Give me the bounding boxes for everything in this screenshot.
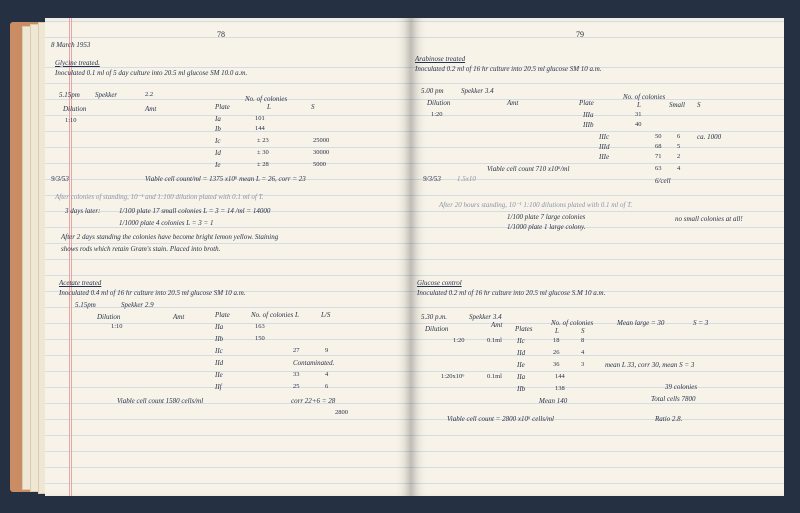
table-row-plate: Id xyxy=(215,149,221,157)
table-row-plate: IIIa xyxy=(583,111,594,119)
table-row-s: 8 xyxy=(581,337,585,344)
colonies-header: No. of colonies xyxy=(551,319,594,327)
table-row-s: 3 xyxy=(581,361,585,368)
s-header: S xyxy=(581,327,585,335)
spekker: Spekker 3.4 xyxy=(461,87,494,95)
faint-note: After colonies of standing, 10⁻¹ and 1:100 dilution plated with 0.1 ml of T. xyxy=(55,193,264,201)
observation: After 2 days standing the colonies have become bright lemon yellow. Staining xyxy=(61,233,279,241)
dilution-value: 1:10 xyxy=(65,117,77,124)
table-row-l: 25 xyxy=(293,383,300,390)
table-row-plate: IIe xyxy=(517,361,525,369)
mean-large: Mean large = 30 xyxy=(617,319,665,327)
table-row-plate: IIb xyxy=(215,335,224,343)
dilution-value: 1:20 xyxy=(431,111,443,118)
table-row-s: 2 xyxy=(677,153,681,160)
time: 5.00 pm xyxy=(421,87,444,95)
plate-result: 1/100 plate 7 large colonies xyxy=(507,213,586,221)
page-number: 79 xyxy=(576,30,584,39)
margin-line xyxy=(71,18,72,496)
section-heading: Acetate treated xyxy=(59,279,102,287)
table-row-l: 144 xyxy=(555,373,565,380)
table-row-l: 150 xyxy=(255,335,265,342)
amount-header: Amt xyxy=(173,313,185,321)
colonies-header: No. of colonies xyxy=(623,93,666,101)
plate-result: 1/100 plate 17 small colonies L = 3 = 14 /ml = 14000 xyxy=(119,207,271,215)
faint-note: After 20 hours standing, 10⁻¹ 1:100 dilutions plated with 0.1 ml of T. xyxy=(439,201,633,209)
table-row-dilution: 1:20 xyxy=(453,337,465,344)
page-number: 78 xyxy=(217,30,225,39)
colonies-header: No. of colonies xyxy=(245,95,288,103)
viable-extra: 1.5x10 xyxy=(457,175,476,183)
margin-line xyxy=(69,18,70,496)
mean-row: Mean 140 xyxy=(539,397,568,405)
time: 5.15pm xyxy=(75,301,96,309)
table-row-l: 68 xyxy=(655,143,662,150)
plate-result: 1/1000 plate 1 large colony. xyxy=(507,223,586,231)
table-row-l: 138 xyxy=(555,385,565,392)
table-row-s: 4 xyxy=(581,349,585,356)
plates-header: Plates xyxy=(515,325,533,333)
s-header: S xyxy=(311,103,315,111)
time: 5.30 p.m. xyxy=(421,313,448,321)
table-row-s: 9 xyxy=(325,347,329,354)
table-row-s: 4 xyxy=(677,165,681,172)
table-row-plate: IIc xyxy=(215,347,223,355)
colonies-header: No. of colonies L xyxy=(251,311,299,319)
plate-header: Plate xyxy=(579,99,594,107)
viable-extra: 6/cell xyxy=(655,177,671,185)
dilution-header: Dilution xyxy=(427,99,451,107)
amount-header: Amt xyxy=(145,105,157,113)
table-row-l: 31 xyxy=(635,111,642,118)
table-row-l: ± 28 xyxy=(257,161,269,168)
viable-count: Viable cell count/ml = 1375 x10⁶ mean L = 26, corr = 23 xyxy=(145,175,306,183)
plate-header: Plate xyxy=(215,311,230,319)
table-row-l: 50 xyxy=(655,133,662,140)
dilution-header: Dilution xyxy=(63,105,87,113)
plate-header: Plate xyxy=(215,103,230,111)
table-row-amount: 0.1ml xyxy=(487,337,502,344)
spekker-value: 2.2 xyxy=(145,91,154,98)
table-row-plate: IIId xyxy=(599,143,610,151)
entry-date: 8 March 1953 xyxy=(51,41,91,49)
amount-header: Amt xyxy=(507,99,519,107)
table-row-l: 18 xyxy=(553,337,560,344)
dilution-header: Dilution xyxy=(425,325,449,333)
table-row-l: ± 23 xyxy=(257,137,269,144)
table-row-plate: Ie xyxy=(215,161,221,169)
time: 5.15pm xyxy=(59,91,80,99)
table-row-plate: IIe xyxy=(215,371,223,379)
table-row-l: 101 xyxy=(255,115,265,122)
table-row-s: 6 xyxy=(325,383,329,390)
spekker-label: Spekker xyxy=(95,91,118,99)
table-row-plate: IIIb xyxy=(583,121,594,129)
table-row-s: 4 xyxy=(325,371,329,378)
table-row-plate: IIIe xyxy=(599,153,610,161)
total-cells: Total cells 7800 xyxy=(651,395,696,403)
section-heading: Glycine treated. xyxy=(55,59,100,67)
table-row-l: Contaminated. xyxy=(293,359,335,367)
table-row-plate: IIIc xyxy=(599,133,610,141)
days-later: 3 days later: xyxy=(65,207,101,215)
table-row-s: 5000 xyxy=(313,161,326,168)
total-count: 2800 xyxy=(335,409,348,416)
l-header: L xyxy=(267,103,271,111)
table-row-plate: Ia xyxy=(215,115,221,123)
viable-count: Viable cell count 710 x10⁶/ml xyxy=(487,165,570,173)
table-row-plate: IIa xyxy=(517,373,526,381)
table-row-s: 30000 xyxy=(313,149,330,156)
table-row-l: 26 xyxy=(553,349,560,356)
dilution-value: 1:10 xyxy=(111,323,123,330)
inoculation-note: Inoculated 0.2 ml of 16 hr culture into 20.5 ml glucose S.M 10 a.m. xyxy=(417,289,606,297)
mean-summary: mean L 33, corr 30, mean S = 3 xyxy=(605,361,695,369)
table-row-plate: Ic xyxy=(215,137,221,145)
table-row-s: 25000 xyxy=(313,137,330,144)
table-row-amount: 0.1ml xyxy=(487,373,502,380)
inoculation-note: Inoculated 0.2 ml of 16 hr culture into 20.5 ml glucose SM 10 a.m. xyxy=(415,65,602,73)
table-row-l: 63 xyxy=(655,165,662,172)
l-header: L xyxy=(637,101,641,109)
small-header: Small xyxy=(669,101,685,109)
table-row-l: 163 xyxy=(255,323,265,330)
l-header: L xyxy=(555,327,559,335)
dilution-header: Dilution xyxy=(97,313,121,321)
section-heading: Arabinose treated xyxy=(415,55,466,63)
table-row-plate: Ib xyxy=(215,125,221,133)
spekker: Spekker 2.9 xyxy=(121,301,154,309)
table-row-l: 36 xyxy=(553,361,560,368)
table-row-l: 40 xyxy=(635,121,642,128)
table-row-plate: IIf xyxy=(215,383,222,391)
corrected-count: corr 22+6 = 28 xyxy=(291,397,336,405)
amount-header: Amt xyxy=(491,321,503,329)
table-row-l: 33 xyxy=(293,371,300,378)
mean-s: S = 3 xyxy=(693,319,709,327)
plate-result: 1/1000 plate 4 colonies L = 3 = 1 xyxy=(119,219,214,227)
no-small-note: no small colonies at all! xyxy=(675,215,743,223)
left-page xyxy=(45,18,412,496)
viable-date: 9/3/53 xyxy=(51,175,69,183)
observation: shows rods which retain Gram's stain. Placed into broth. xyxy=(61,245,221,253)
section-heading: Glucose control xyxy=(417,279,462,287)
spekker: Spekker 3.4 xyxy=(469,313,502,321)
table-row-note: ca. 1000 xyxy=(697,133,722,141)
table-row-l: 71 xyxy=(655,153,662,160)
table-row-plate: IId xyxy=(517,349,526,357)
table-row-l: 27 xyxy=(293,347,300,354)
ratio: Ratio 2.8. xyxy=(655,415,683,423)
viable-date: 9/3/53 xyxy=(423,175,441,183)
inoculation-note: Inoculated 0.1 ml of 5 day culture into 20.5 ml glucose SM 10.0 a.m. xyxy=(55,69,248,77)
table-row-s: 6 xyxy=(677,133,681,140)
s-header: S xyxy=(697,101,701,109)
right-page xyxy=(411,18,784,496)
table-row-plate: IIb xyxy=(517,385,526,393)
table-row-s: 5 xyxy=(677,143,681,150)
colony-count: 39 colonies xyxy=(665,383,698,391)
table-row-plate: IIc xyxy=(517,337,525,345)
table-row-l: ± 30 xyxy=(257,149,269,156)
inoculation-note: Inoculated 0.4 ml of 16 hr culture into 20.5 ml glucose SM 10 a.m. xyxy=(59,289,246,297)
ls-header: L/S xyxy=(321,311,331,319)
table-row-plate: IIa xyxy=(215,323,224,331)
table-row-dilution: 1:20x10⁶ xyxy=(441,373,465,380)
viable-count: Viable cell count = 2800 x10⁶ cells/ml xyxy=(447,415,554,423)
table-row-l: 144 xyxy=(255,125,265,132)
table-row-plate: IId xyxy=(215,359,224,367)
viable-count: Viable cell count 1580 cells/ml xyxy=(117,397,204,405)
